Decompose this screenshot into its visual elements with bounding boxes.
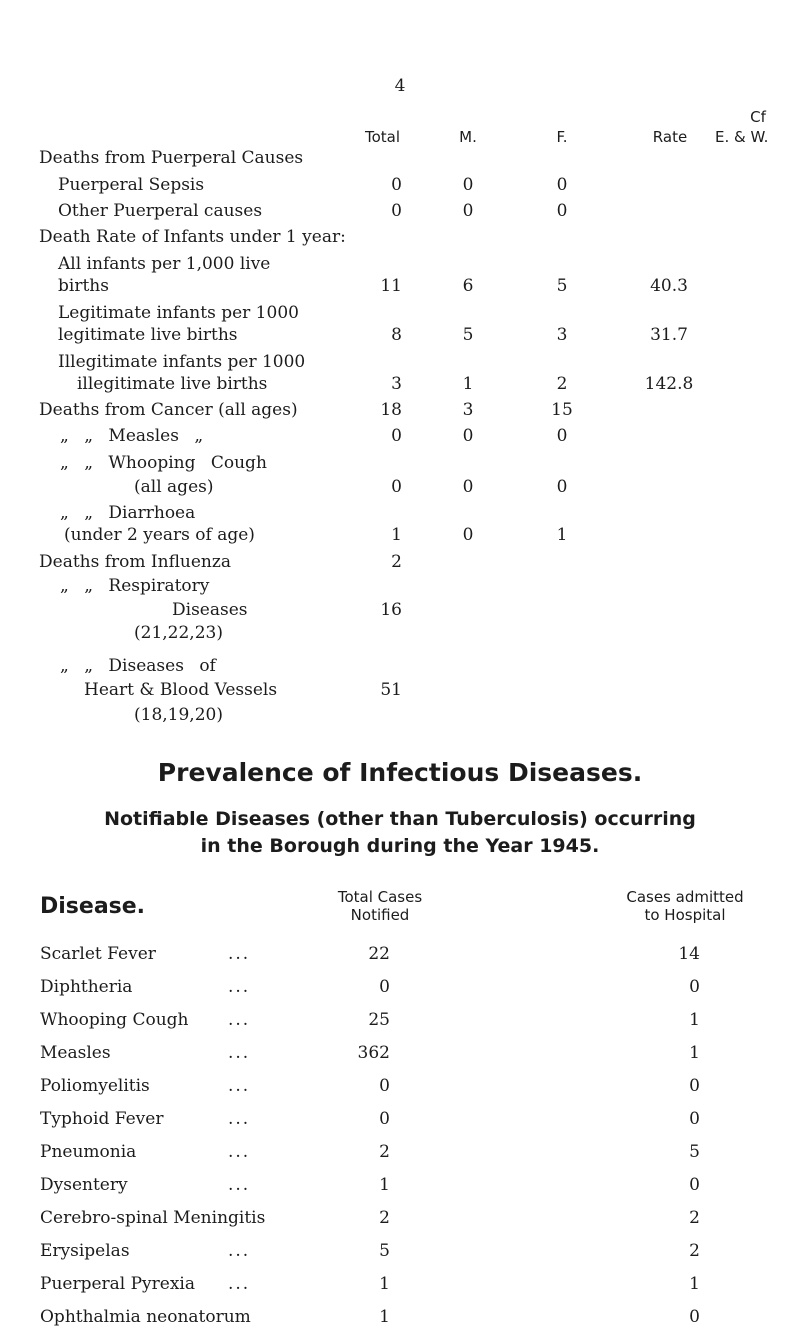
cases-notified: 0	[379, 1109, 390, 1129]
row-f: 3	[556, 325, 568, 345]
admitted-column-header	[600, 888, 770, 924]
disease-name: Puerperal Pyrexia	[40, 1274, 196, 1294]
header-rate: Rate	[652, 128, 688, 146]
admitted-header-line1: Cases admitted	[626, 888, 744, 906]
header-total: Total	[364, 128, 400, 146]
leader-dots: ...	[228, 1076, 251, 1096]
row-rate: 31.7	[650, 325, 688, 345]
cases-admitted: 2	[689, 1241, 700, 1261]
row-total: 8	[391, 325, 402, 345]
row-total: 0	[391, 477, 402, 497]
leader-dots: ...	[228, 1274, 251, 1294]
row-total: 1	[391, 525, 402, 545]
row-label: Diseases	[172, 600, 248, 620]
disease-name: Dysentery	[40, 1175, 128, 1195]
row-m: 5	[462, 325, 474, 345]
leader-dots: ...	[228, 1010, 251, 1030]
row-rate: 142.8	[644, 374, 694, 394]
row-f: 0	[556, 201, 568, 221]
row-f: 0	[556, 175, 568, 195]
row-label: „ „ Whooping Cough	[60, 453, 267, 473]
row-total: 3	[391, 374, 402, 394]
header-m: M.	[459, 128, 477, 146]
row-label: Puerperal Sepsis	[58, 175, 205, 195]
row-label: „ „ Measles „	[60, 426, 204, 446]
cases-admitted: 1	[689, 1043, 700, 1063]
row-m: 0	[462, 175, 474, 195]
cases-notified: 1	[379, 1307, 390, 1327]
header-f: F.	[556, 128, 568, 146]
row-f: 0	[556, 477, 568, 497]
row-label: Deaths from Influenza	[39, 552, 231, 572]
admitted-header-line2: to Hospital	[644, 906, 726, 924]
leader-dots: ...	[228, 944, 251, 964]
cases-admitted: 1	[689, 1274, 700, 1294]
disease-name: Poliomyelitis	[40, 1076, 150, 1096]
row-label: „ „ Diseases of	[60, 656, 216, 676]
cases-admitted: 0	[689, 1109, 700, 1129]
row-total: 18	[380, 400, 402, 420]
cases-admitted: 0	[689, 1175, 700, 1195]
cases-notified: 0	[379, 1076, 390, 1096]
row-f: 15	[551, 400, 573, 420]
row-rate: 40.3	[650, 276, 688, 296]
cases-admitted: 1	[689, 1010, 700, 1030]
row-m: 0	[462, 201, 474, 221]
disease-name: Typhoid Fever	[40, 1109, 164, 1129]
leader-dots: ...	[228, 1142, 251, 1162]
row-label: Deaths from Cancer (all ages)	[39, 400, 298, 420]
cases-admitted: 5	[689, 1142, 700, 1162]
row-f: 0	[556, 426, 568, 446]
notified-header-line2: Notified	[350, 906, 410, 924]
row-f: 2	[556, 374, 568, 394]
disease-column-header: Disease.	[40, 894, 146, 919]
cases-notified: 2	[379, 1208, 390, 1228]
row-f: 5	[556, 276, 568, 296]
cases-admitted: 0	[689, 1307, 700, 1327]
row-m: 0	[462, 477, 474, 497]
row-total: 16	[380, 600, 402, 620]
disease-name: Diphtheria	[40, 977, 133, 997]
notifiable-heading-line1: Notifiable Diseases (other than Tuberculosis) occurring	[104, 808, 696, 830]
row-label: (under 2 years of age)	[64, 525, 255, 545]
cases-notified: 2	[379, 1142, 390, 1162]
page-number: 4	[394, 76, 406, 96]
prevalence-heading: Prevalence of Infectious Diseases.	[157, 758, 643, 787]
row-m: 0	[462, 525, 474, 545]
row-m: 6	[462, 276, 474, 296]
cases-notified: 1	[379, 1274, 390, 1294]
row-f: 1	[556, 525, 568, 545]
row-total: 0	[391, 201, 402, 221]
row-label: Other Puerperal causes	[58, 201, 263, 221]
row-total: 0	[391, 175, 402, 195]
row-label: (all ages)	[134, 477, 214, 497]
disease-name: Pneumonia	[40, 1142, 137, 1162]
cases-admitted: 0	[689, 977, 700, 997]
notified-header-line1: Total Cases	[337, 888, 423, 906]
cases-notified: 5	[379, 1241, 390, 1261]
header-e-and-w: E. & W.	[715, 128, 769, 146]
row-label: births	[58, 276, 109, 296]
leader-dots: ...	[228, 1043, 251, 1063]
row-label: „ „ Diarrhoea	[60, 503, 196, 523]
leader-dots: ...	[228, 977, 251, 997]
row-m: 3	[462, 400, 474, 420]
row-label: Legitimate infants per 1000	[58, 303, 299, 323]
cases-notified: 1	[379, 1175, 390, 1195]
row-label: Heart & Blood Vessels	[84, 680, 278, 700]
row-label: Deaths from Puerperal Causes	[39, 148, 304, 168]
disease-name: Measles	[40, 1043, 111, 1063]
row-total: 51	[380, 680, 402, 700]
row-label: All infants per 1,000 live	[58, 254, 271, 274]
row-label: illegitimate live births	[77, 374, 268, 394]
cases-admitted: 14	[678, 944, 700, 964]
disease-name: Erysipelas	[40, 1241, 130, 1261]
row-label: Illegitimate infants per 1000	[58, 352, 306, 372]
row-m: 1	[462, 374, 474, 394]
disease-name: Whooping Cough	[40, 1010, 189, 1030]
cases-admitted: 0	[689, 1076, 700, 1096]
cases-notified: 362	[357, 1043, 390, 1063]
row-total: 0	[391, 426, 402, 446]
row-label: (18,19,20)	[134, 705, 223, 725]
cases-notified: 25	[368, 1010, 390, 1030]
leader-dots: ...	[228, 1175, 251, 1195]
disease-name: Scarlet Fever	[40, 944, 156, 964]
leader-dots: ...	[228, 1241, 251, 1261]
row-label: (21,22,23)	[134, 623, 223, 643]
row-label: „ „ Respiratory	[60, 576, 210, 596]
disease-name: Ophthalmia neonatorum	[40, 1307, 251, 1327]
notifiable-heading-line2: in the Borough during the Year 1945.	[200, 835, 600, 857]
cases-admitted: 2	[689, 1208, 700, 1228]
row-m: 0	[462, 426, 474, 446]
row-label: legitimate live births	[58, 325, 238, 345]
row-label: Death Rate of Infants under 1 year:	[39, 227, 346, 247]
row-total: 11	[380, 276, 402, 296]
row-total: 2	[391, 552, 402, 572]
leader-dots: ...	[228, 1109, 251, 1129]
cases-notified: 22	[368, 944, 390, 964]
disease-name: Cerebro-spinal Meningitis	[40, 1208, 266, 1228]
cases-notified: 0	[379, 977, 390, 997]
notified-column-header	[300, 888, 460, 924]
header-cf: Cf	[750, 108, 766, 126]
